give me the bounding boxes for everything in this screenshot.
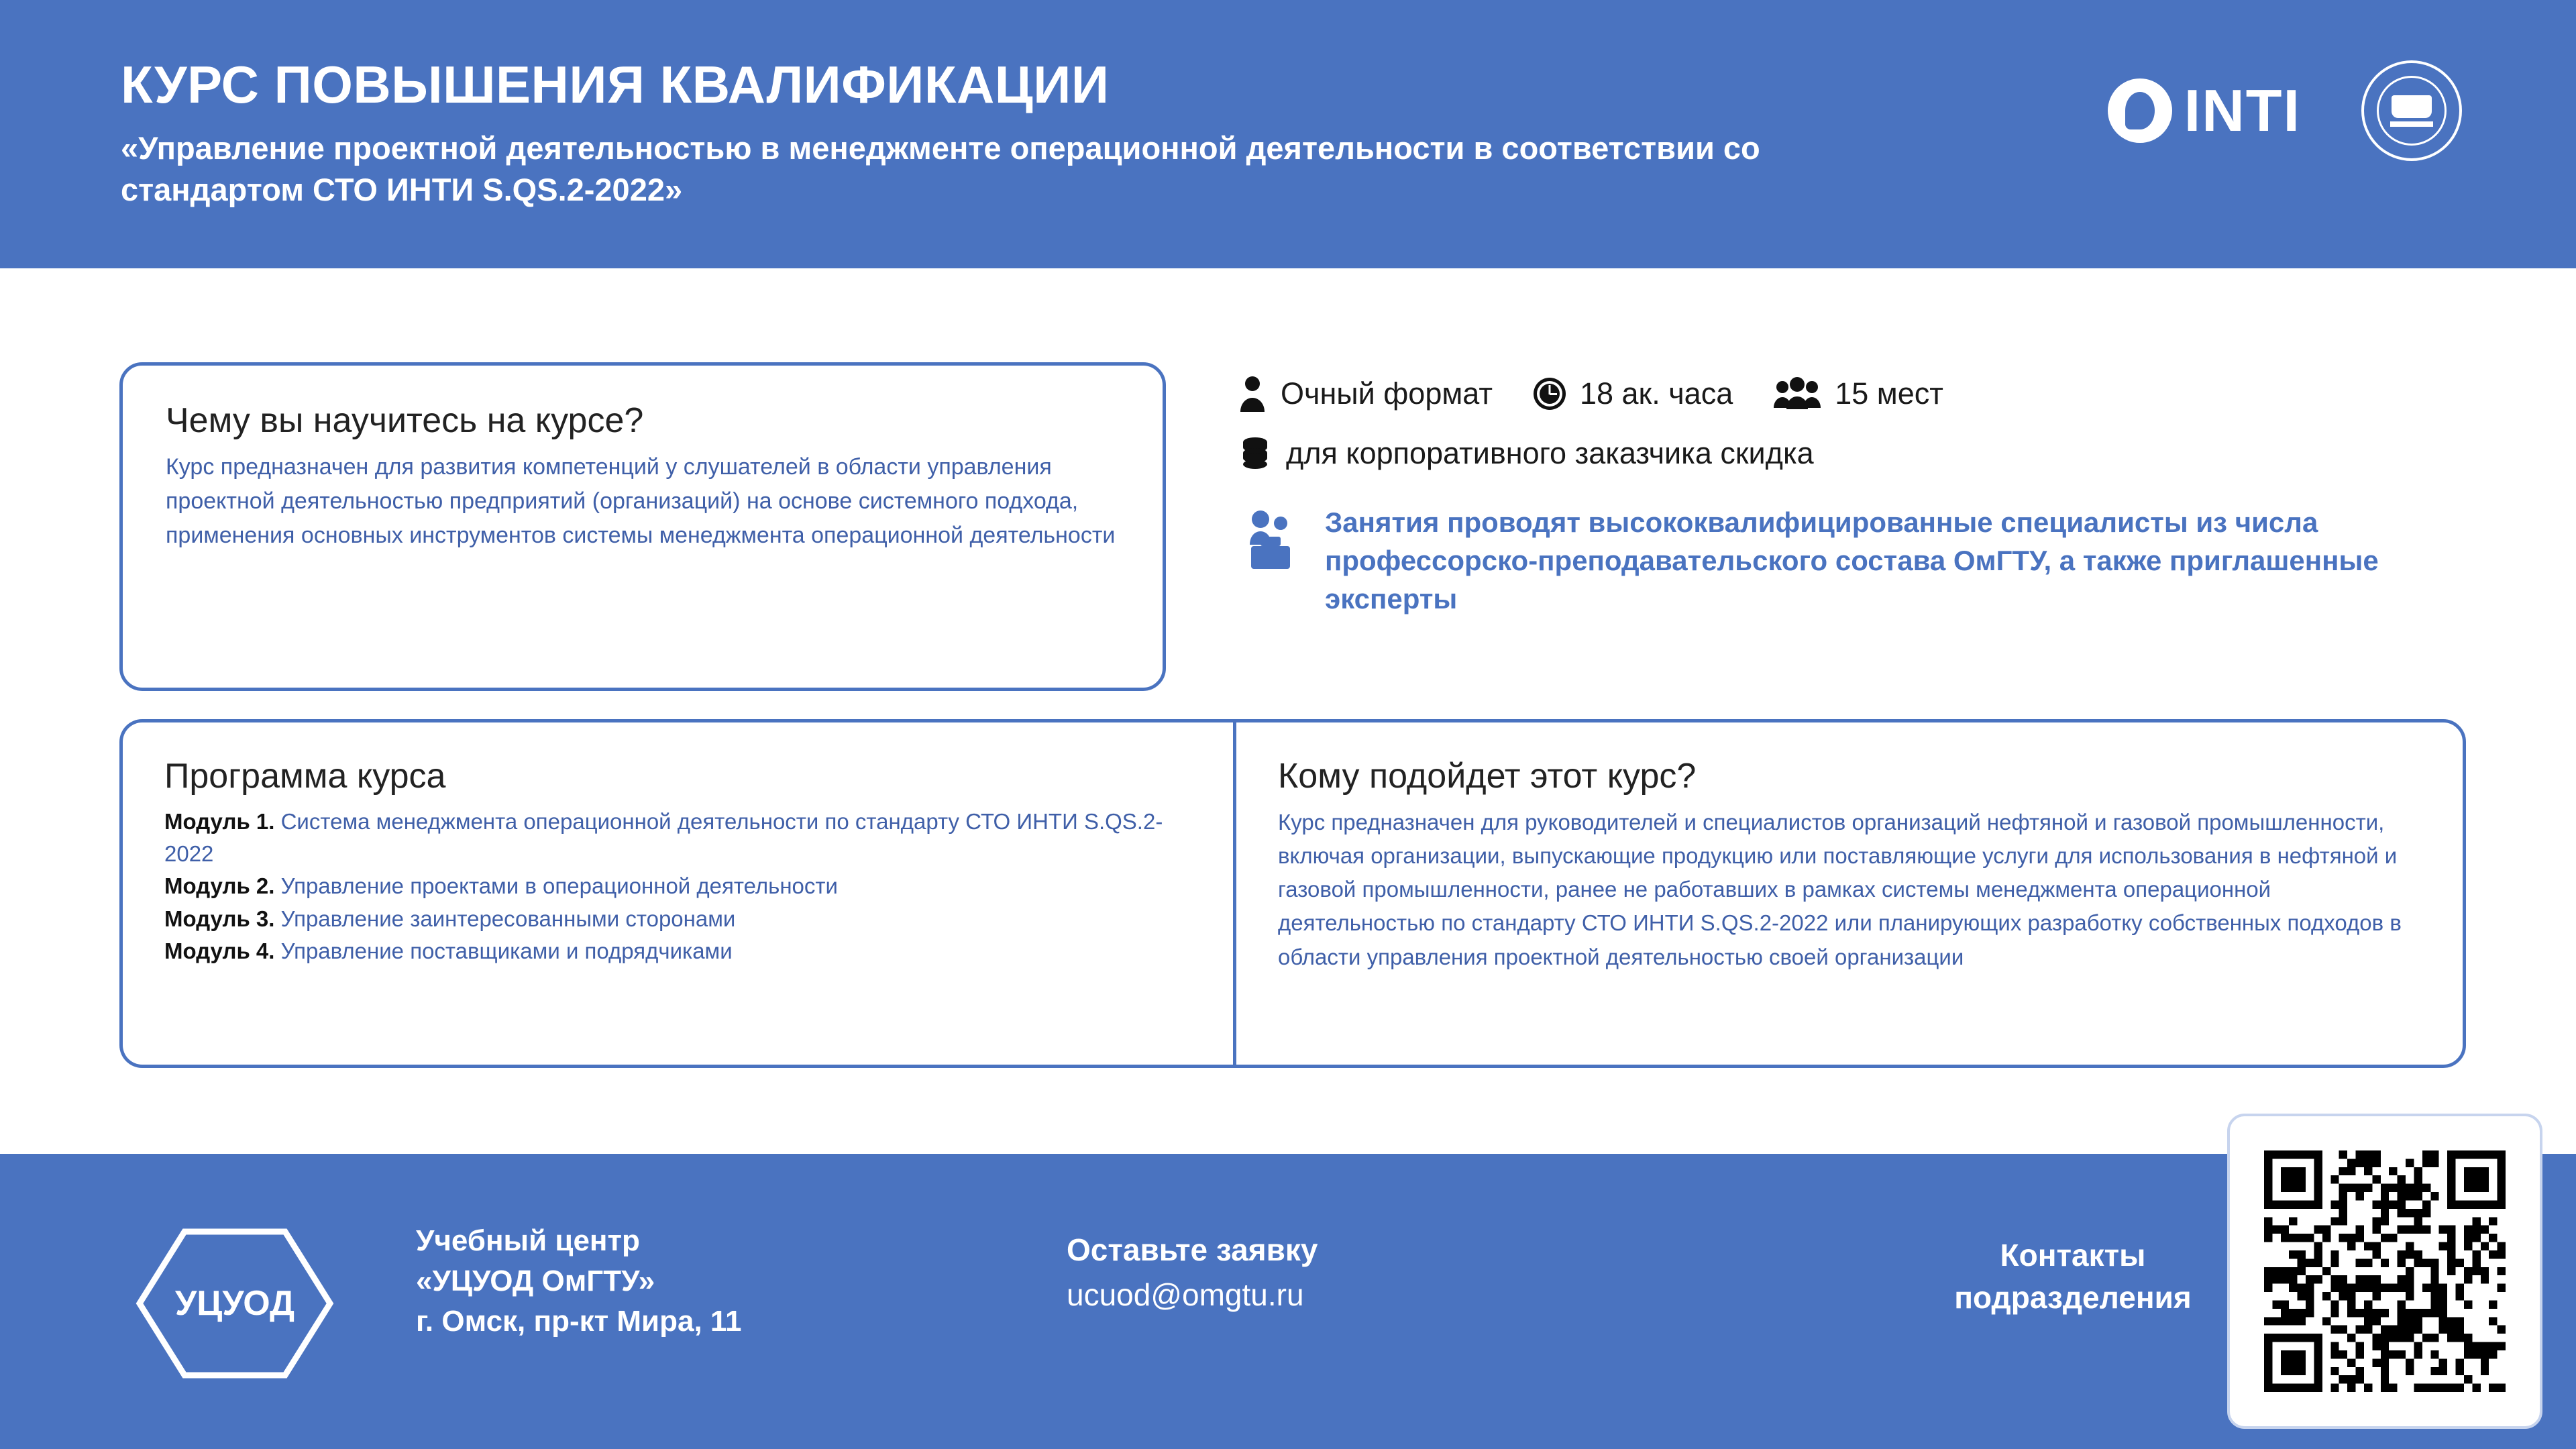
list-item [164, 806, 1191, 870]
person-icon [1238, 376, 1267, 412]
omgtu-seal-inner [2377, 76, 2447, 146]
clock-icon [1533, 377, 1566, 411]
footer-address-line1: Учебный центр [416, 1224, 640, 1257]
facts-row-primary [1238, 376, 2465, 412]
fact-discount-label: для корпоративного заказчика скидка [1286, 436, 1814, 470]
facts-row-discount [1238, 436, 2465, 471]
seal-book-icon [2392, 95, 2432, 118]
page-title: КУРС ПОВЫШЕНИЯ КВАЛИФИКАЦИИ [121, 55, 1110, 115]
module-number: Модуль 3. [164, 906, 275, 931]
module-text: Управление заинтересованными сторонами [274, 906, 736, 931]
fact-format [1238, 376, 1493, 412]
contacts-line2: подразделения [1954, 1280, 2192, 1316]
header-banner [0, 0, 2576, 268]
apply-email-link[interactable]: ucuod@omgtu.ru [1067, 1277, 1304, 1312]
program-card [119, 719, 1233, 1068]
module-text: Система менеджмента операционной деятельности по стандарту СТО ИНТИ S.QS.2-2022 [164, 809, 1163, 867]
omgtu-seal-icon [2361, 60, 2462, 161]
program-module-list [164, 806, 1191, 967]
module-text: Управление проектами в операционной деятельности [274, 873, 838, 899]
audience-card-body: Курс предназначен для руководителей и специалистов организаций нефтяной и газовой промышленности, включая организации, выпускающие продукцию или поставляющие услуги для использования в нефтяной и газовой промышленности, ранее не работавших в рамках системы менеджмента операционной деятельностью по стандарту СТО ИНТИ S.QS.2-2022 или планирующих разработку собственных подходов в области управления проектной деятельностью своей организации [1278, 810, 2402, 969]
lecturer-icon [1238, 507, 1302, 572]
audience-card [1233, 719, 2466, 1068]
seal-base-icon [2390, 121, 2433, 127]
inti-droplet-icon [2108, 78, 2172, 143]
people-group-icon [1773, 377, 1821, 411]
fact-seats-label: 15 мест [1835, 376, 1943, 411]
ucuod-logo [134, 1226, 335, 1381]
header-text-block [121, 55, 1798, 211]
learn-card [119, 362, 1166, 691]
learn-card-title: Чему вы научитесь на курсе? [166, 401, 644, 440]
fact-hours [1533, 376, 1733, 411]
footer-address-line2: «УЦУОД ОмГТУ» [416, 1264, 655, 1297]
svg-text:УЦУОД: УЦУОД [174, 1284, 295, 1323]
footer-contacts [1858, 1234, 2288, 1320]
facts-block [1238, 376, 2465, 618]
coins-icon [1238, 436, 1273, 471]
footer-address-line3: г. Омск, пр-кт Мира, 11 [416, 1304, 742, 1338]
module-text: Управление поставщиками и подрядчиками [274, 938, 733, 963]
list-item [164, 870, 1191, 902]
module-number: Модуль 2. [164, 873, 275, 899]
fact-seats [1773, 376, 1943, 411]
learn-card-body: Курс предназначен для развития компетенций у слушателей в области управления проектной деятельностью предприятий (организаций) на основе системного подхода, применения основных инструментов системы менеджмента операционной деятельности [166, 454, 1116, 548]
speakers-block [1238, 503, 2465, 618]
inti-logo-text: INTI [2184, 77, 2301, 144]
footer-address [416, 1221, 741, 1341]
fact-hours-label: 18 ак. часа [1579, 376, 1733, 411]
list-item [164, 903, 1191, 935]
qr-code-icon[interactable] [2264, 1150, 2506, 1392]
speakers-text: Занятия проводят высококвалифицированные специалисты из числа профессорско-преподавательского состава ОмГТУ, а также приглашенные эксперты [1325, 506, 2379, 615]
module-number: Модуль 1. [164, 809, 275, 834]
footer-apply [1067, 1228, 1318, 1317]
inti-logo [2108, 76, 2301, 145]
qr-panel[interactable] [2227, 1114, 2542, 1429]
audience-card-title: Кому подойдет этот курс? [1278, 757, 1697, 796]
header-logos [2108, 60, 2462, 161]
content-area [0, 268, 2576, 1154]
fact-discount [1238, 436, 1814, 471]
apply-label: Оставьте заявку [1067, 1232, 1318, 1267]
contacts-line1: Контакты [2000, 1238, 2146, 1273]
page-subtitle: «Управление проектной деятельностью в менеджменте операционной деятельности в соответствии со стандартом СТО ИНТИ S.QS.2-2022» [121, 129, 1760, 207]
footer-banner [0, 1154, 2576, 1449]
fact-format-label: Очный формат [1281, 376, 1493, 411]
list-item [164, 935, 1191, 967]
hexagon-logo-icon [134, 1226, 335, 1381]
program-card-title: Программа курса [164, 757, 446, 796]
module-number: Модуль 4. [164, 938, 275, 963]
